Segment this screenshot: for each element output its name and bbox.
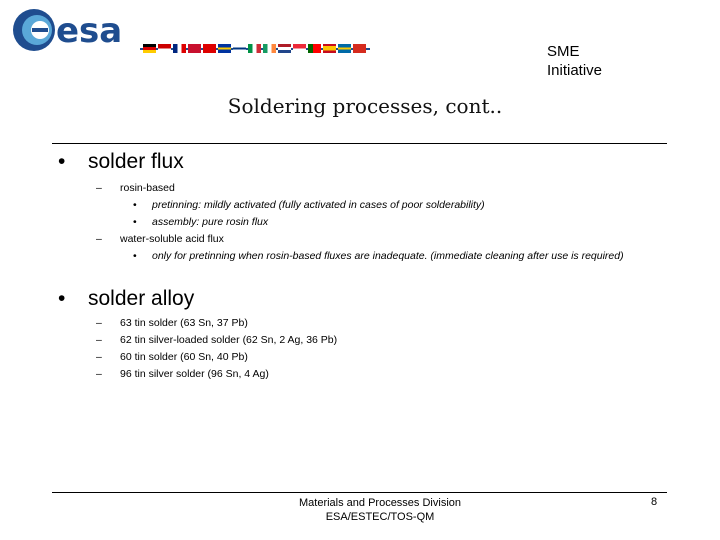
flag-icon: [278, 44, 291, 53]
flag-icon: [293, 44, 306, 53]
bullet-icon: •: [58, 150, 66, 173]
logo-wordmark: esa: [56, 11, 123, 51]
flag-icon: [218, 44, 231, 53]
flag-icon: [248, 44, 261, 53]
corner-title-line1: SME: [547, 43, 580, 60]
dash-icon: –: [96, 368, 102, 380]
footer-divider: [52, 492, 667, 493]
flag-icon: [353, 44, 366, 53]
page-number: 8: [651, 496, 658, 508]
dash-icon: –: [96, 334, 102, 346]
bullet-icon: •: [133, 216, 137, 228]
bullet-icon: •: [133, 199, 137, 211]
flag-icon: [338, 44, 351, 53]
flag-icon: [323, 44, 336, 53]
esa-logo: [10, 6, 370, 56]
flag-icon: [158, 44, 171, 53]
bullet-icon: •: [133, 250, 137, 262]
bullet-icon: •: [58, 287, 66, 310]
corner-title-line2: Initiative: [547, 62, 603, 79]
flag-icon: [188, 44, 201, 53]
slide-title: Soldering processes, cont..: [227, 94, 503, 118]
dash-icon: –: [96, 233, 102, 245]
flag-icon: [173, 44, 186, 53]
flag-icon: [203, 44, 216, 53]
flag-icon: [308, 44, 321, 53]
corner-title: [547, 42, 602, 80]
dash-icon: –: [96, 182, 102, 194]
flag-icon: [233, 44, 246, 53]
dash-icon: –: [96, 351, 102, 363]
dash-icon: –: [96, 317, 102, 329]
footer: [230, 496, 530, 524]
footer-division: Materials and Processes Division: [298, 497, 461, 509]
title-divider: [52, 143, 667, 144]
footer-department: ESA/ESTEC/TOS-QM: [325, 511, 435, 523]
flag-icon: [263, 44, 276, 53]
flag-icon: [143, 44, 156, 53]
